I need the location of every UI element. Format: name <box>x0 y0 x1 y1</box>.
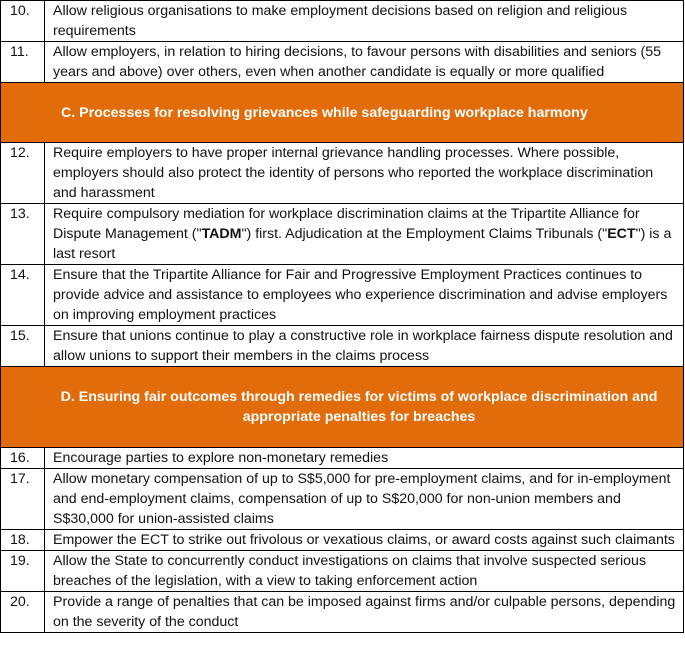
item-number: 17. <box>1 469 45 530</box>
table-row <box>1 265 684 326</box>
bold-term: TADM <box>201 226 242 242</box>
table-body <box>1 1 684 633</box>
text-segment: Ensure that unions continue to play a constructive role in workplace fairness dispute resolution and allow unions to support their members in the claims process <box>53 328 673 364</box>
table-row <box>1 143 684 204</box>
text-segment: Allow employers, in relation to hiring decisions, to favour persons with disabilities and seniors (55 years and above) over others, even when another candidate is equally or more qualified <box>53 44 661 80</box>
item-text <box>45 469 684 530</box>
text-segment: Empower the ECT to strike out frivolous or vexatious claims, or award costs against such claimants <box>53 532 675 548</box>
table-row <box>1 551 684 592</box>
item-number: 12. <box>1 143 45 204</box>
text-segment: Allow the State to concurrently conduct investigations on claims that involve suspected serious breaches of the legislation, with a view to taking enforcement action <box>53 553 647 589</box>
item-number: 14. <box>1 265 45 326</box>
item-text <box>45 265 684 326</box>
section-header-row <box>1 83 684 143</box>
item-text <box>45 592 684 633</box>
item-number: 20. <box>1 592 45 633</box>
item-text <box>45 551 684 592</box>
item-number: 11. <box>1 42 45 83</box>
text-segment: Provide a range of penalties that can be imposed against firms and/or culpable persons, depending on the severity of the conduct <box>53 594 676 630</box>
item-text <box>45 42 684 83</box>
item-number: 13. <box>1 204 45 265</box>
item-text <box>45 326 684 367</box>
text-segment: Require compulsory mediation for workplace discrimination claims at the Tripartite Alliance for Dispute Management (" <box>53 206 640 242</box>
section-header-row <box>1 367 684 448</box>
table-row <box>1 592 684 633</box>
text-segment: ") is a last resort <box>53 226 672 262</box>
item-text <box>45 204 684 265</box>
text-segment: ") first. Adjudication at the Employment Claims Tribunals (" <box>241 226 608 242</box>
table-row <box>1 469 684 530</box>
table-row <box>1 42 684 83</box>
item-number: 19. <box>1 551 45 592</box>
item-text <box>45 143 684 204</box>
table-row <box>1 1 684 42</box>
table-row <box>1 530 684 551</box>
section-header-cell <box>1 83 684 143</box>
section-title: C. Processes for resolving grievances while safeguarding workplace harmony <box>61 104 588 121</box>
table-row <box>1 204 684 265</box>
section-title: D. Ensuring fair outcomes through remedies for victims of workplace discrimination and appropriate penalties for breaches <box>60 389 658 425</box>
text-segment: Ensure that the Tripartite Alliance for Fair and Progressive Employment Practices continues to provide advice and assistance to employees who experience discrimination and advise employers on improving employment practices <box>53 267 668 323</box>
item-number: 10. <box>1 1 45 42</box>
item-number: 16. <box>1 448 45 469</box>
table-row <box>1 326 684 367</box>
text-segment: Encourage parties to explore non-monetary remedies <box>53 450 389 466</box>
bold-term: ECT <box>607 226 636 242</box>
item-text <box>45 530 684 551</box>
text-segment: Require employers to have proper internal grievance handling processes. Where possible, employers should also protect the identity of persons who reported the workplace discrimination and harassment <box>53 145 654 201</box>
item-number: 18. <box>1 530 45 551</box>
table-row <box>1 448 684 469</box>
item-text <box>45 1 684 42</box>
item-text <box>45 448 684 469</box>
section-header-cell <box>1 367 684 448</box>
text-segment: Allow religious organisations to make employment decisions based on religion and religious requirements <box>53 3 628 39</box>
text-segment: Allow monetary compensation of up to S$5,000 for pre-employment claims, and for in-employment and end-employment claims, compensation of up to S$20,000 for non-union members and S$30,000 for union-assisted claims <box>53 471 671 527</box>
item-number: 15. <box>1 326 45 367</box>
